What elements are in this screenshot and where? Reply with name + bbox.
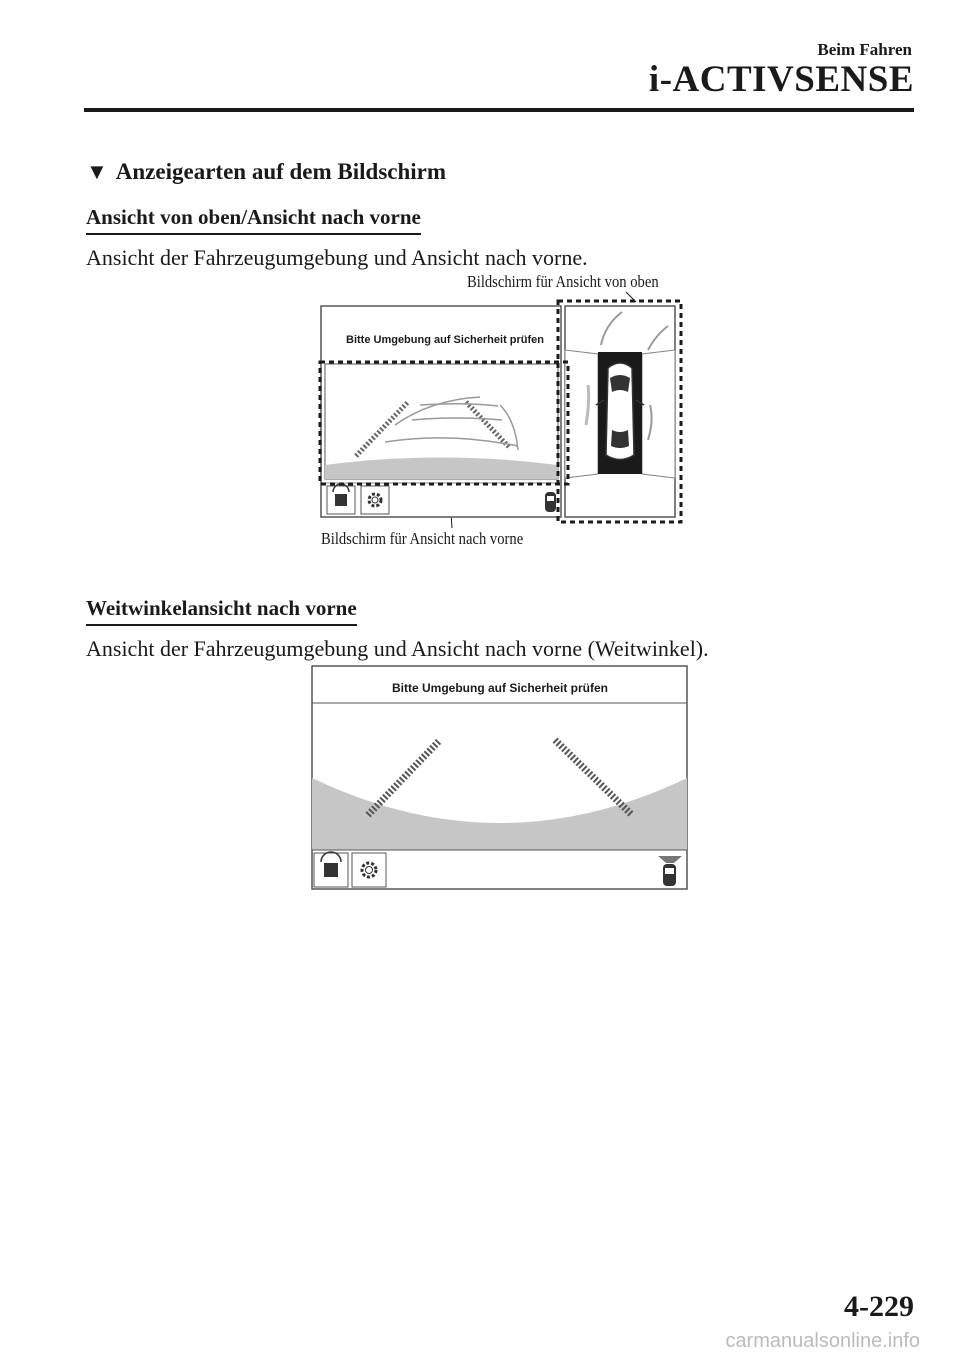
- subheading-wide-view: Weitwinkelansicht nach vorne: [86, 596, 357, 626]
- footer-watermark[interactable]: carmanualsonline.info: [725, 1330, 920, 1352]
- page-number: 4-229: [844, 1290, 914, 1323]
- figure-wide-view: [305, 660, 695, 895]
- paragraph-wide-view: Ansicht der Fahrzeugumgebung und Ansicht nach vorne (Weitwinkel).: [86, 636, 709, 661]
- header-rule: [84, 108, 914, 112]
- screen-message-2: Bitte Umgebung auf Sicherheit prüfen: [392, 681, 609, 695]
- heading-text: Anzeigearten auf dem Bildschirm: [115, 159, 447, 184]
- view-switch-icon: [335, 494, 347, 506]
- subheading-top-front-view: Ansicht von oben/Ansicht nach vorne: [86, 205, 421, 235]
- view-switch-icon-2: [324, 863, 338, 877]
- section-title: Beim Fahren: [817, 40, 912, 59]
- figure-top-front-view: [300, 290, 700, 540]
- screen-message-1: Bitte Umgebung auf Sicherheit prüfen: [346, 334, 545, 346]
- chapter-title: i-ACTIVSENSE: [648, 59, 914, 100]
- section-heading: [86, 159, 446, 185]
- paragraph-top-front-view: Ansicht der Fahrzeugumgebung und Ansicht nach vorne.: [86, 245, 588, 270]
- label-top-view-screen: Bildschirm für Ansicht von oben: [467, 272, 659, 291]
- car-sensor-icon-2: [663, 864, 676, 886]
- car-sensor-icon: [545, 492, 556, 512]
- heading-marker-icon: ▼: [86, 159, 108, 184]
- label-front-view-screen: Bildschirm für Ansicht nach vorne: [321, 529, 524, 548]
